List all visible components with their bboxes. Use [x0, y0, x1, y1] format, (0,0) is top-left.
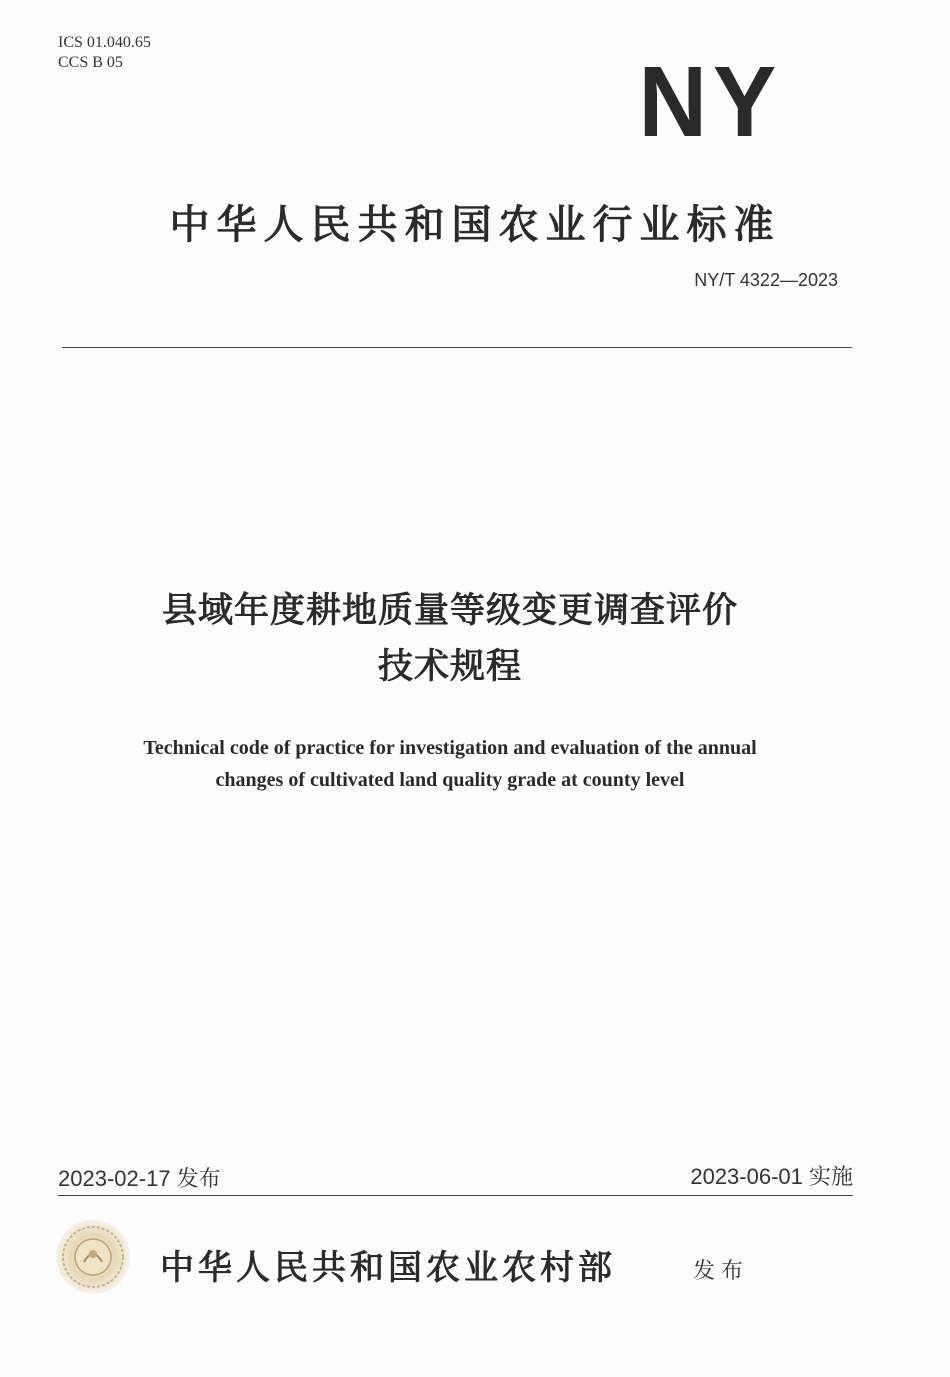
- ministry-emblem-icon: [54, 1218, 132, 1296]
- document-title-chinese: [0, 583, 900, 695]
- document-title-english: [0, 732, 900, 796]
- standard-number: NY/T 4322—2023: [694, 270, 838, 290]
- title-en-line-2: changes of cultivated land quality grade at county level: [215, 769, 685, 791]
- title-cn-line-2: 技术规程: [377, 647, 522, 687]
- issue-date: 2023-02-17 发布: [58, 1166, 221, 1191]
- standard-category: 中华人民共和国农业行业标准: [169, 201, 781, 248]
- bottom-divider: [58, 1195, 853, 1196]
- ccs-code: CCS B 05: [58, 54, 123, 71]
- publish-label: 发布: [693, 1259, 750, 1284]
- ny-logo: NY: [638, 46, 782, 158]
- title-en-line-1: Technical code of practice for investigation and evaluation of the annual: [143, 737, 757, 759]
- title-cn-line-1: 县域年度耕地质量等级变更调查评价: [161, 591, 738, 631]
- classification-codes: [58, 33, 151, 73]
- implementation-date: 2023-06-01 实施: [690, 1164, 853, 1189]
- top-divider: [62, 347, 852, 348]
- publisher-name: 中华人民共和国农业农村部: [160, 1248, 616, 1288]
- ics-code: ICS 01.040.65: [58, 34, 151, 51]
